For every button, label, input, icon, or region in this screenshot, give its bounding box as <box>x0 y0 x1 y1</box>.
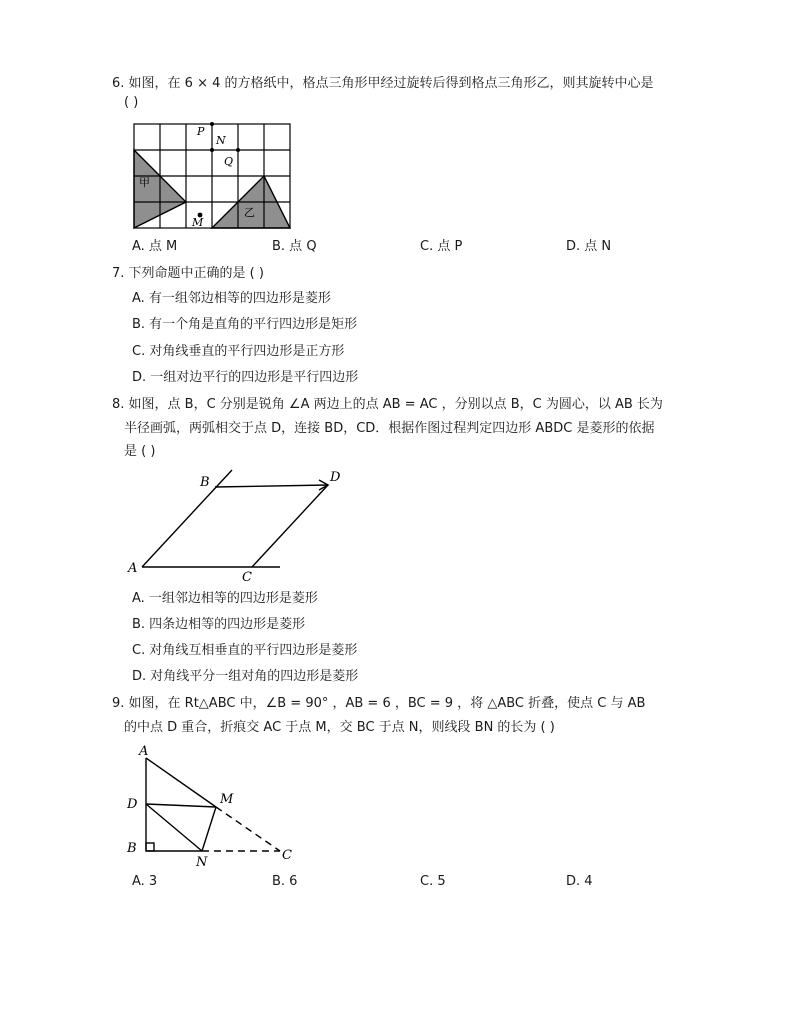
q8-option-d[interactable]: D. 对角线平分一组对角的四边形是菱形 <box>132 669 359 684</box>
q7-stem: 7. 下列命题中正确的是 ( ) <box>112 266 264 281</box>
q9-option-b[interactable]: B. 6 <box>272 874 298 889</box>
label-yi: 乙 <box>244 206 255 219</box>
q7-option-a[interactable]: A. 有一组邻边相等的四边形是菱形 <box>132 291 331 306</box>
label-n: N <box>196 855 208 870</box>
q8-option-a[interactable]: A. 一组邻边相等的四边形是菱形 <box>132 591 318 606</box>
q9-stem-line2: 的中点 D 重合，折痕交 AC 于点 M，交 BC 于点 N，则线段 BN 的长为 ( ) <box>124 720 555 735</box>
label-m: M <box>220 792 234 807</box>
segment-bd <box>215 485 328 487</box>
label-q: Q <box>224 155 234 168</box>
q6-stem-line1: 6. 如图，在 6 × 4 的方格纸中，格点三角形甲经过旋转后得到格点三角形乙，则其旋转中心是 <box>112 76 654 91</box>
q7-option-c[interactable]: C. 对角线垂直的平行四边形是正方形 <box>132 344 345 359</box>
q9-option-a[interactable]: A. 3 <box>132 874 158 889</box>
label-c: C <box>282 848 292 863</box>
segment-dm <box>146 804 216 807</box>
q8-rhombus-figure <box>120 462 350 586</box>
label-a: A <box>128 561 138 576</box>
q6-option-c[interactable]: C. 点 P <box>420 239 463 254</box>
q6-option-a[interactable]: A. 点 M <box>132 239 178 254</box>
q9-option-c[interactable]: C. 5 <box>420 874 446 889</box>
label-a: A <box>139 744 149 759</box>
q9-triangle-figure <box>124 740 304 870</box>
point-n <box>210 148 214 152</box>
point-p <box>210 122 214 126</box>
label-b: B <box>127 841 137 856</box>
label-p: P <box>197 125 205 138</box>
segment-mn <box>202 807 216 851</box>
label-jia: 甲 <box>139 176 150 189</box>
q8-stem-line3: 是 ( ) <box>124 444 156 459</box>
q6-option-d[interactable]: D. 点 N <box>566 239 612 254</box>
q6-grid-figure <box>128 118 298 234</box>
label-d: D <box>127 797 138 812</box>
q8-option-b[interactable]: B. 四条边相等的四边形是菱形 <box>132 617 306 632</box>
label-m: M <box>192 216 204 229</box>
segment-cd <box>252 485 328 567</box>
dashed-mc <box>216 807 280 851</box>
q8-stem-line1: 8. 如图，点 B，C 分别是锐角 ∠A 两边上的点 AB = AC ，分别以点 B，C 为圆心，以 AB 长为 <box>112 397 663 412</box>
label-d: D <box>330 470 341 485</box>
q8-stem-line2: 半径画弧，两弧相交于点 D，连接 BD，CD．根据作图过程判定四边形 ABDC 是菱形的依据 <box>124 421 655 436</box>
right-angle-mark <box>146 843 154 851</box>
q9-stem-line1: 9. 如图，在 Rt△ABC 中，∠B = 90° ，AB = 6 ，BC = 9 ，将 △ABC 折叠，使点 C 与 AB <box>112 696 646 711</box>
q8-option-c[interactable]: C. 对角线互相垂直的平行四边形是菱形 <box>132 643 358 658</box>
label-n: N <box>216 134 226 147</box>
q7-option-b[interactable]: B. 有一个角是直角的平行四边形是矩形 <box>132 317 358 332</box>
q7-option-d[interactable]: D. 一组对边平行的四边形是平行四边形 <box>132 370 359 385</box>
ray-ab <box>142 470 232 567</box>
point-q <box>236 148 240 152</box>
q6-option-b[interactable]: B. 点 Q <box>272 239 317 254</box>
segment-am <box>146 758 216 807</box>
label-c: C <box>242 570 252 585</box>
q6-stem-line2: ( ) <box>124 95 139 110</box>
q9-option-d[interactable]: D. 4 <box>566 874 593 889</box>
label-b: B <box>200 475 210 490</box>
